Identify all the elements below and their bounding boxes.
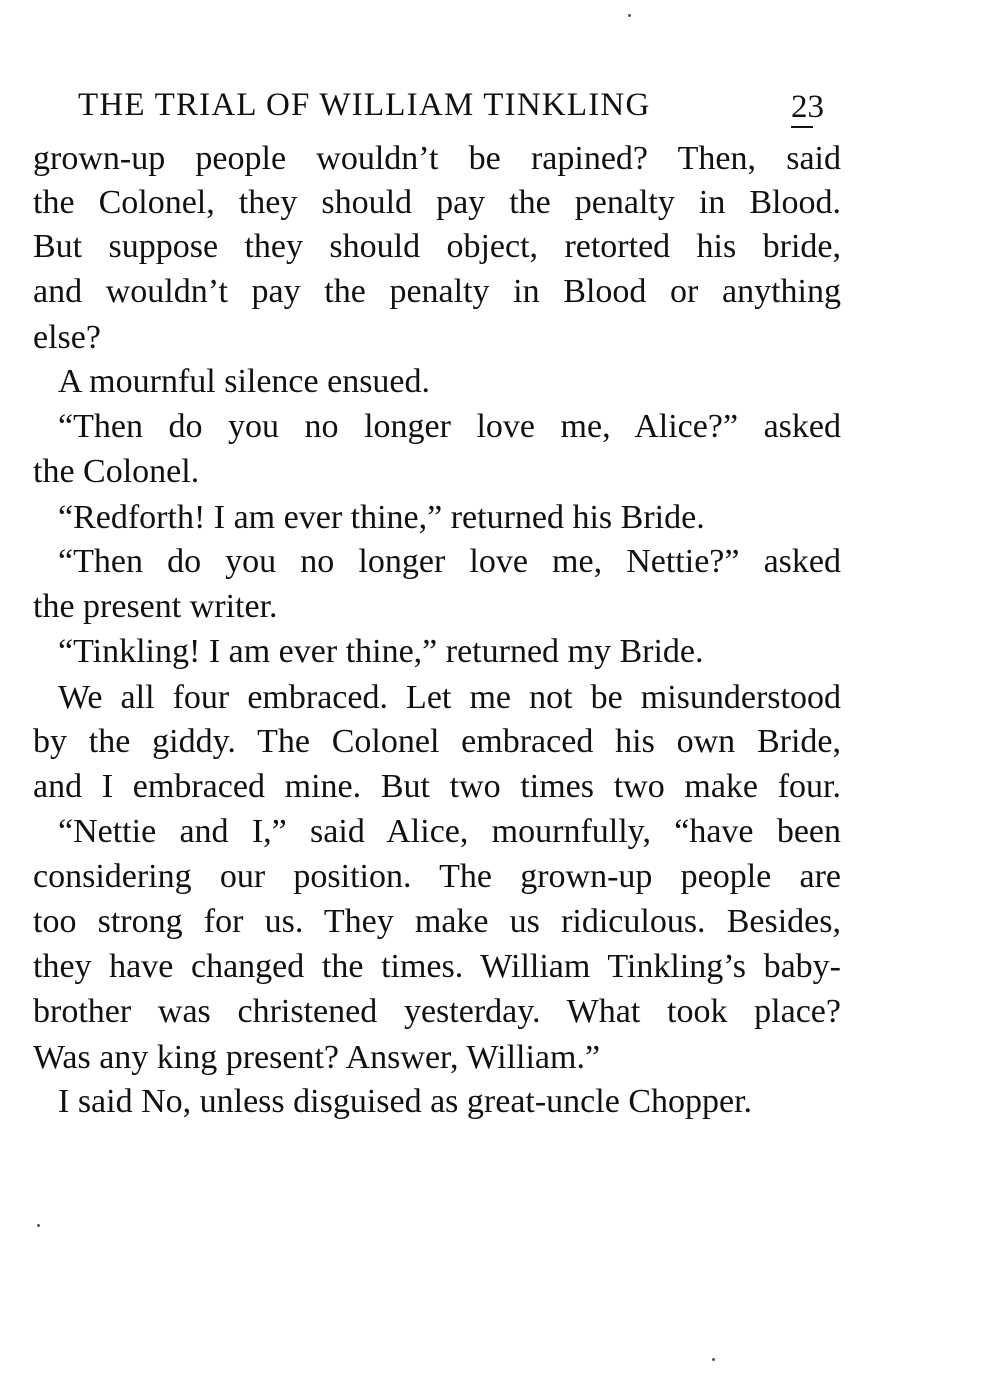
- text-line: the Colonel.: [33, 453, 200, 490]
- text-line: else?: [33, 319, 101, 356]
- page-number-underline: [791, 126, 813, 128]
- text-line: A mournful silence ensued.: [58, 363, 431, 400]
- text-line: We all four embraced. Let me not be misunderstood: [58, 679, 841, 716]
- running-header: [78, 80, 848, 130]
- text-line: “Then do you no longer love me, Nettie?” asked: [58, 543, 841, 580]
- text-line: and wouldn’t pay the penalty in Blood or anything: [33, 273, 841, 310]
- page-number: 23: [791, 89, 824, 125]
- text-line: considering our position. The grown-up people are: [33, 858, 841, 895]
- text-line: “Then do you no longer love me, Alice?” asked: [58, 408, 841, 445]
- running-title: THE TRIAL OF WILLIAM TINKLING: [78, 87, 651, 123]
- text-line: they have changed the times. William Tinkling’s baby-: [33, 948, 841, 985]
- paper-speck: [628, 14, 631, 17]
- text-line: brother was christened yesterday. What took place?: [33, 993, 841, 1030]
- paper-speck: [712, 1358, 715, 1361]
- text-line: I said No, unless disguised as great-uncle Chopper.: [58, 1083, 753, 1120]
- text-line: But suppose they should object, retorted his bride,: [33, 228, 841, 265]
- text-line: the present writer.: [33, 588, 278, 625]
- text-line: “Redforth! I am ever thine,” returned his Bride.: [58, 499, 705, 536]
- text-line: “Nettie and I,” said Alice, mournfully, “have been: [58, 813, 841, 850]
- text-line: grown-up people wouldn’t be rapined? Then, said: [33, 140, 841, 177]
- text-line: by the giddy. The Colonel embraced his own Bride,: [33, 723, 841, 760]
- paper-speck: [37, 1224, 40, 1227]
- text-line: Was any king present? Answer, William.”: [33, 1039, 601, 1076]
- text-line: “Tinkling! I am ever thine,” returned my Bride.: [58, 633, 704, 670]
- text-line: and I embraced mine. But two times two make four.: [33, 768, 841, 805]
- text-line: the Colonel, they should pay the penalty in Blood.: [33, 184, 841, 221]
- text-line: too strong for us. They make us ridiculous. Besides,: [33, 903, 841, 940]
